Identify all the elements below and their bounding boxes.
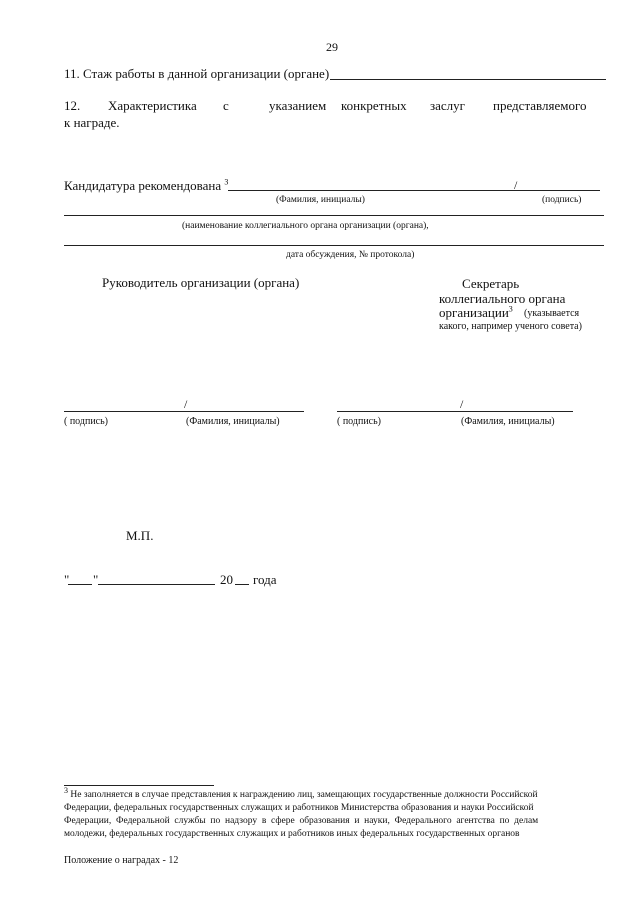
footnote-line-4: молодежи, федеральных государственных служащих и работников иных федеральных государственных органов (64, 829, 520, 839)
secretary-signature-line (337, 411, 573, 412)
date-discussion-line (64, 245, 604, 246)
date-day-line (68, 584, 92, 585)
footer-text: Положение о наградах - 12 (64, 855, 179, 866)
footnote-line-3: Федерации, Федеральной службы по надзору в сфере образования и науки, Федерального агентства по делам (64, 816, 539, 826)
item12-word-5: заслуг (430, 98, 465, 113)
item12-word-3: указанием (269, 98, 327, 113)
item12-word-2: с (223, 98, 229, 113)
page-number: 29 (326, 40, 338, 54)
footnote-mark: 3 (64, 785, 68, 795)
org-caption: (наименование коллегиального органа организации (органа), (182, 221, 429, 231)
item11-label: 11. Стаж работы в данной организации (органе) (64, 66, 330, 81)
secretary-line2: коллегиального органа (439, 291, 566, 306)
item12-line2: к награде. (64, 115, 120, 130)
secretary-slash: / (460, 397, 464, 411)
date-year-prefix: 20 (220, 572, 233, 587)
date-mid-quote: " (93, 572, 99, 587)
stamp-place: М.П. (126, 528, 154, 543)
secretary-footnote-ref: 3 (508, 304, 513, 314)
recommend-sign-caption: (подпись) (542, 195, 582, 205)
item12-number: 12. (64, 98, 81, 113)
recommend-signature-line (228, 190, 600, 191)
date-caption: дата обсуждения, № протокола) (286, 250, 415, 260)
secretary-line1: Секретарь (462, 276, 520, 291)
secretary-note: (указывается (524, 308, 580, 319)
recommend-fio-caption: (Фамилия, инициалы) (276, 195, 365, 205)
footnote-ref: 3 (224, 177, 229, 187)
date-year-line (235, 584, 249, 585)
item11-fill-line (330, 79, 606, 80)
footnote-line-1: $^3$ Не заполняется в случае представления к награждению лиц, замещающих государственные должности Российской (64, 785, 538, 800)
secretary-line3: организации$^3$ (439, 304, 513, 320)
item12-word-4: конкретных (341, 98, 407, 113)
item12-word-6: представляемого (493, 98, 587, 113)
item12-word-1: Характеристика (108, 98, 197, 113)
head-title: Руководитель организации (органа) (102, 275, 300, 290)
org-line (64, 215, 604, 216)
head-sign-caption: ( подпись) (64, 416, 109, 427)
secretary-fio-caption: (Фамилия, инициалы) (461, 416, 555, 427)
date-open-quote: " (64, 572, 70, 587)
secretary-line4: какого, например ученого совета) (439, 321, 582, 332)
recommend-slash: / (514, 178, 518, 192)
recommend-label: Кандидатура рекомендована $^3$ (64, 177, 229, 193)
date-month-line (98, 584, 215, 585)
footnote-line-2: Федерации, федеральных государственных служащих и работников Министерства образования и науки Российской (64, 803, 534, 813)
footnote-separator (64, 785, 214, 786)
secretary-sign-caption: ( подпись) (337, 416, 382, 427)
head-fio-caption: (Фамилия, инициалы) (186, 416, 280, 427)
date-year-suffix: года (253, 572, 277, 587)
head-slash: / (184, 397, 188, 411)
